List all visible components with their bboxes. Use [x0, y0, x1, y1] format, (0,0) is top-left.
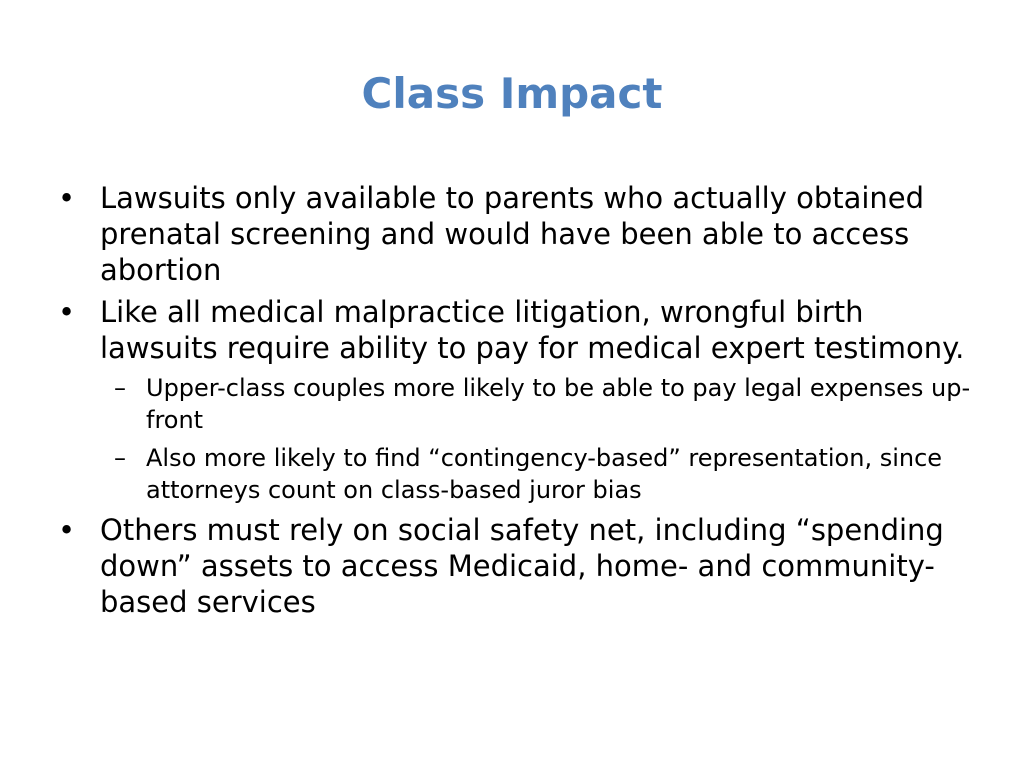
- sub-bullet-list: [56, 372, 976, 506]
- bullet-text: Others must rely on social safety net, including “spending down” assets to access Medicaid, home- and community-based services: [100, 513, 944, 619]
- sub-bullet-item: [100, 442, 976, 506]
- sub-bullet-text: Upper-class couples more likely to be able to pay legal expenses up-front: [146, 374, 971, 434]
- bullet-list: [56, 180, 976, 626]
- bullet-dot-icon: •: [58, 295, 76, 329]
- sub-bullet-item: [100, 372, 976, 436]
- slide-title: Class Impact: [361, 69, 663, 118]
- bullet-item: [56, 294, 976, 366]
- sub-bullet-text: Also more likely to find “contingency-based” representation, since attorneys count on class-based juror bias: [146, 444, 943, 504]
- bullet-text: Lawsuits only available to parents who actually obtained prenatal screening and would have been able to access abortion: [100, 181, 925, 287]
- bullet-item: [56, 180, 976, 288]
- bullet-item: [56, 512, 976, 620]
- bullet-dot-icon: •: [58, 181, 76, 215]
- dash-icon: –: [114, 444, 126, 472]
- bullet-dot-icon: •: [58, 513, 76, 547]
- bullet-text: Like all medical malpractice litigation, wrongful birth lawsuits require ability to pay for medical expert testimony.: [100, 295, 965, 365]
- dash-icon: –: [114, 374, 126, 402]
